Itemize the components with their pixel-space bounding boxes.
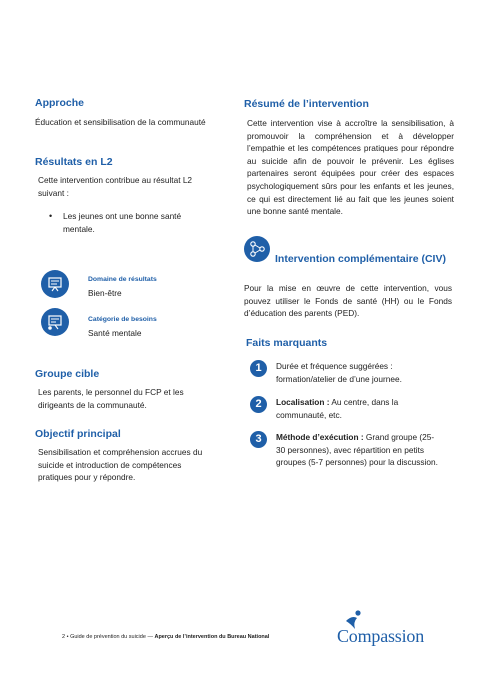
categorie-label: Catégorie de besoins	[88, 316, 157, 323]
footer-guide: Guide de prévention du suicide	[70, 634, 146, 640]
civ-text: Pour la mise en œuvre de cette intervention, vous pouvez utiliser le Fonds de santé (HH) ou le Fonds d’éducation des parents (PED).	[244, 283, 452, 319]
footer-apercu: Aperçu de l’intervention du Bureau National	[154, 634, 270, 640]
resume-section	[244, 98, 454, 218]
categorie-value: Santé mentale	[88, 328, 142, 338]
categorie-block	[88, 316, 157, 340]
highlight-3-text: Grand groupe (25-30 personnes), avec répartition en petits groupes (5-7 personnes) pour la discussion.	[276, 432, 438, 468]
objectif-text: Sensibilisation et compréhension accrues du suicide et introduction de compétences pratiques pour y répondre.	[38, 447, 203, 483]
highlight-item-3	[276, 431, 441, 469]
page-number: 2	[62, 634, 66, 640]
approche-section	[35, 97, 207, 129]
objectif-title: Objectif principal	[35, 428, 121, 440]
compassion-logo: Compassion	[337, 626, 425, 646]
highlight-item-2	[276, 396, 441, 421]
network-nodes-icon	[244, 236, 270, 262]
highlight-number-1: 1	[250, 360, 267, 377]
footer-bullet: •	[66, 634, 69, 640]
highlight-1-text: Durée et fréquence suggérées : formation/atelier de d’une journee.	[276, 361, 402, 384]
footer-dash: —	[147, 634, 153, 640]
presentation-chart-icon	[41, 270, 69, 298]
highlight-2-bold: Localisation :	[276, 397, 330, 407]
groupe-title: Groupe cible	[35, 368, 100, 380]
domaine-block	[88, 276, 157, 300]
highlight-3-bold: Méthode d’exécution :	[276, 432, 364, 442]
domaine-label: Domaine de résultats	[88, 276, 157, 283]
resultats-bullet-text: Les jeunes ont une bonne santé mentale.	[63, 211, 182, 234]
groupe-text: Les parents, le personnel du FCP et les dirigeants de la communauté.	[38, 387, 184, 410]
highlight-number-3: 3	[250, 431, 267, 448]
bullet-dot-icon: •	[49, 211, 53, 222]
highlight-2-text: Au centre, dans la communauté, etc.	[276, 397, 399, 420]
objectif-section	[35, 428, 213, 484]
resume-title: Résumé de l’intervention	[244, 98, 369, 110]
resultats-section	[35, 156, 210, 235]
domaine-value: Bien-être	[88, 288, 122, 298]
resume-text: Cette intervention vise à accroître la sensibilisation, à promouvoir la compréhension et à développer l’empathie et les compétences pratiques pour répondre au suicide afin de pouvoir le prévenir. Les églises partenaires seront équipées pour créer des espaces psychologiquement sûrs pour les enfants et les jeunes, ce qui est directement lié au fait que les jeunes soient une bonne santé mentale.	[247, 118, 454, 217]
page-footer	[62, 634, 269, 640]
faits-title: Faits marquants	[246, 337, 328, 349]
highlight-item-1	[276, 360, 441, 385]
approche-title: Approche	[35, 97, 85, 109]
resultats-title: Résultats en L2	[35, 156, 113, 168]
presentation-board-icon	[41, 308, 69, 336]
civ-title: Intervention complémentaire (CIV)	[275, 253, 446, 265]
resultats-bullet	[35, 210, 210, 235]
highlight-number-2: 2	[250, 396, 267, 413]
approche-text: Éducation et sensibilisation de la communauté	[35, 117, 206, 127]
resultats-intro: Cette intervention contribue au résultat L2 suivant :	[38, 175, 193, 198]
groupe-section	[35, 368, 207, 411]
